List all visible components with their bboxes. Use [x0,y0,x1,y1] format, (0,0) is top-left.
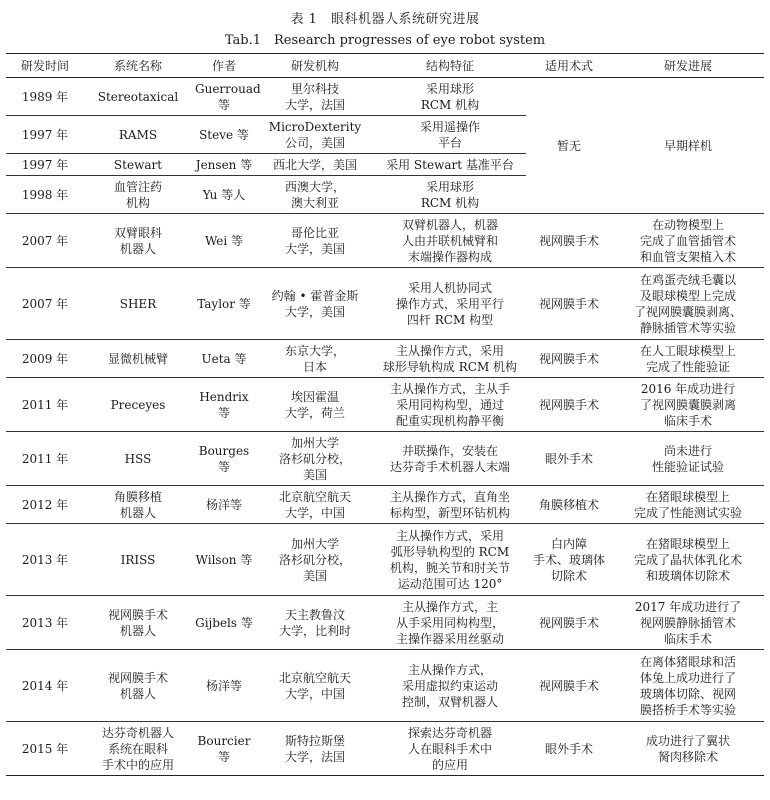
table-caption-en: Tab.1 Research progresses of eye robot system [224,33,546,48]
cell-surgery: 视网膜手术 [526,596,612,650]
cell-year: 2011 年 [6,432,84,486]
cell-feature: 采用 Stewart 基准平台 [374,154,526,176]
cell-feature: 探索达芬奇机器 人在眼科手术中 的应用 [374,722,526,776]
table-row [6,650,764,722]
col-header-progress: 研发进展 [612,54,764,78]
cell-surgery: 视网膜手术 [526,268,612,340]
cell-year: 2014 年 [6,650,84,722]
cell-year: 1989 年 [6,78,84,116]
header-row [6,54,764,78]
cell-surgery-merged: 暂无 [526,78,612,214]
col-header-surgery: 适用术式 [526,54,612,78]
col-header-name: 系统名称 [84,54,192,78]
cell-name: HSS [84,432,192,486]
cell-year: 1997 年 [6,116,84,154]
cell-feature: 采用遥操作 平台 [374,116,526,154]
cell-year: 2009 年 [6,340,84,378]
cell-year: 2015 年 [6,722,84,776]
cell-surgery: 视网膜手术 [526,214,612,268]
cell-org: 东京大学， 日本 [256,340,374,378]
cell-year: 2007 年 [6,214,84,268]
cell-progress: 2017 年成功进行了 视网膜静脉插管术 临床手术 [612,596,764,650]
cell-org: 天主教鲁汶 大学，比利时 [256,596,374,650]
table-row [6,524,764,596]
cell-author: Hendrix 等 [192,378,256,432]
cell-name: 双臂眼科 机器人 [84,214,192,268]
cell-progress: 成功进行了翼状 胬肉移除术 [612,722,764,776]
cell-author: Yu 等人 [192,176,256,214]
cell-author: 杨洋等 [192,650,256,722]
cell-progress: 2016 年成功进行 了视网膜囊膜剥离 临床手术 [612,378,764,432]
cell-name: Stewart [84,154,192,176]
cell-progress: 在鸡蛋壳绒毛囊以 及眼球模型上完成 了视网膜囊膜剥离、 静脉插管术等实验 [612,268,764,340]
cell-year: 1998 年 [6,176,84,214]
cell-name: 显微机械臂 [84,340,192,378]
cell-feature: 采用球形 RCM 机构 [374,176,526,214]
cell-name: RAMS [84,116,192,154]
table-row [6,722,764,776]
cell-year: 2013 年 [6,596,84,650]
cell-surgery: 视网膜手术 [526,650,612,722]
cell-author: Bourges 等 [192,432,256,486]
cell-author: Wei 等 [192,214,256,268]
col-header-author: 作者 [192,54,256,78]
table-caption-cn: 表 1 眼科机器人系统研究进展 [290,12,480,27]
cell-feature: 并联操作，安装在 达芬奇手术机器人末端 [374,432,526,486]
cell-progress: 尚未进行 性能验证试验 [612,432,764,486]
cell-author: Steve 等 [192,116,256,154]
col-header-year: 研发时间 [6,54,84,78]
cell-org: 西澳大学， 澳大利亚 [256,176,374,214]
cell-surgery: 白内障 手术、玻璃体 切除术 [526,524,612,596]
cell-org: 哥伦比亚 大学，美国 [256,214,374,268]
table-row [6,340,764,378]
cell-progress: 在猪眼球模型上 完成了晶状体乳化术 和玻璃体切除术 [612,524,764,596]
col-header-feature: 结构特征 [374,54,526,78]
cell-feature: 主从操作方式，采用 弧形导轨构型的 RCM 机构，腕关节和肘关节 运动范围可达 120° [374,524,526,596]
cell-author: Bourcier 等 [192,722,256,776]
cell-name: 角膜移植 机器人 [84,486,192,524]
table-row [6,432,764,486]
cell-name: 视网膜手术 机器人 [84,650,192,722]
cell-progress: 在动物模型上 完成了血管插管术 和血管支架植入术 [612,214,764,268]
cell-name: 血管注药 机构 [84,176,192,214]
cell-progress-merged: 早期样机 [612,78,764,214]
cell-org: 加州大学 洛杉矶分校， 美国 [256,524,374,596]
cell-author: Gijbels 等 [192,596,256,650]
cell-org: 约翰 • 霍普金斯 大学，美国 [256,268,374,340]
cell-progress: 在人工眼球模型上 完成了性能验证 [612,340,764,378]
cell-author: 杨洋等 [192,486,256,524]
cell-name: Preceyes [84,378,192,432]
table-row [6,596,764,650]
cell-name: Stereotaxical [84,78,192,116]
eye-robot-table [6,53,764,776]
cell-feature: 主从操作方式，主从手 采用同构构型，通过 配重实现机构静平衡 [374,378,526,432]
cell-name: 视网膜手术 机器人 [84,596,192,650]
cell-surgery: 眼外手术 [526,432,612,486]
cell-feature: 主从操作方式， 采用虚拟约束运动 控制，双臂机器人 [374,650,526,722]
cell-org: 加州大学 洛杉矶分校， 美国 [256,432,374,486]
cell-feature: 双臂机器人，机器 人由并联机械臂和 末端操作器构成 [374,214,526,268]
cell-feature: 主从操作方式，主 从手采用同构构型， 主操作器采用丝驱动 [374,596,526,650]
cell-org: 北京航空航天 大学，中国 [256,486,374,524]
cell-surgery: 眼外手术 [526,722,612,776]
cell-author: Guerrouad 等 [192,78,256,116]
table-row [6,214,764,268]
cell-org: 西北大学，美国 [256,154,374,176]
cell-name: 达芬奇机器人 系统在眼科 手术中的应用 [84,722,192,776]
col-header-org: 研发机构 [256,54,374,78]
cell-org: 斯特拉斯堡 大学，法国 [256,722,374,776]
cell-surgery: 视网膜手术 [526,340,612,378]
table-row [6,486,764,524]
cell-feature: 主从操作方式，采用 球形导轨构成 RCM 机构 [374,340,526,378]
cell-name: IRISS [84,524,192,596]
table-row [6,78,764,116]
cell-author: Taylor 等 [192,268,256,340]
cell-feature: 采用人机协同式 操作方式，采用平行 四杆 RCM 构型 [374,268,526,340]
cell-progress: 在离体猪眼球和活 体兔上成功进行了 玻璃体切除、视网 膜搭桥手术等实验 [612,650,764,722]
cell-author: Ueta 等 [192,340,256,378]
cell-org: 埃因霍温 大学，荷兰 [256,378,374,432]
cell-org: 里尔科技 大学，法国 [256,78,374,116]
cell-feature: 主从操作方式，直角坐 标构型，新型环钻机构 [374,486,526,524]
cell-year: 2011 年 [6,378,84,432]
table-row [6,378,764,432]
cell-year: 2012 年 [6,486,84,524]
cell-year: 2007 年 [6,268,84,340]
cell-org: MicroDexterity 公司，美国 [256,116,374,154]
cell-author: Jensen 等 [192,154,256,176]
cell-surgery: 视网膜手术 [526,378,612,432]
cell-org: 北京航空航天 大学，中国 [256,650,374,722]
cell-author: Wilson 等 [192,524,256,596]
table-row [6,268,764,340]
cell-progress: 在猪眼球模型上 完成了性能测试实验 [612,486,764,524]
cell-feature: 采用球形 RCM 机构 [374,78,526,116]
cell-name: SHER [84,268,192,340]
cell-year: 1997 年 [6,154,84,176]
cell-year: 2013 年 [6,524,84,596]
cell-surgery: 角膜移植术 [526,486,612,524]
